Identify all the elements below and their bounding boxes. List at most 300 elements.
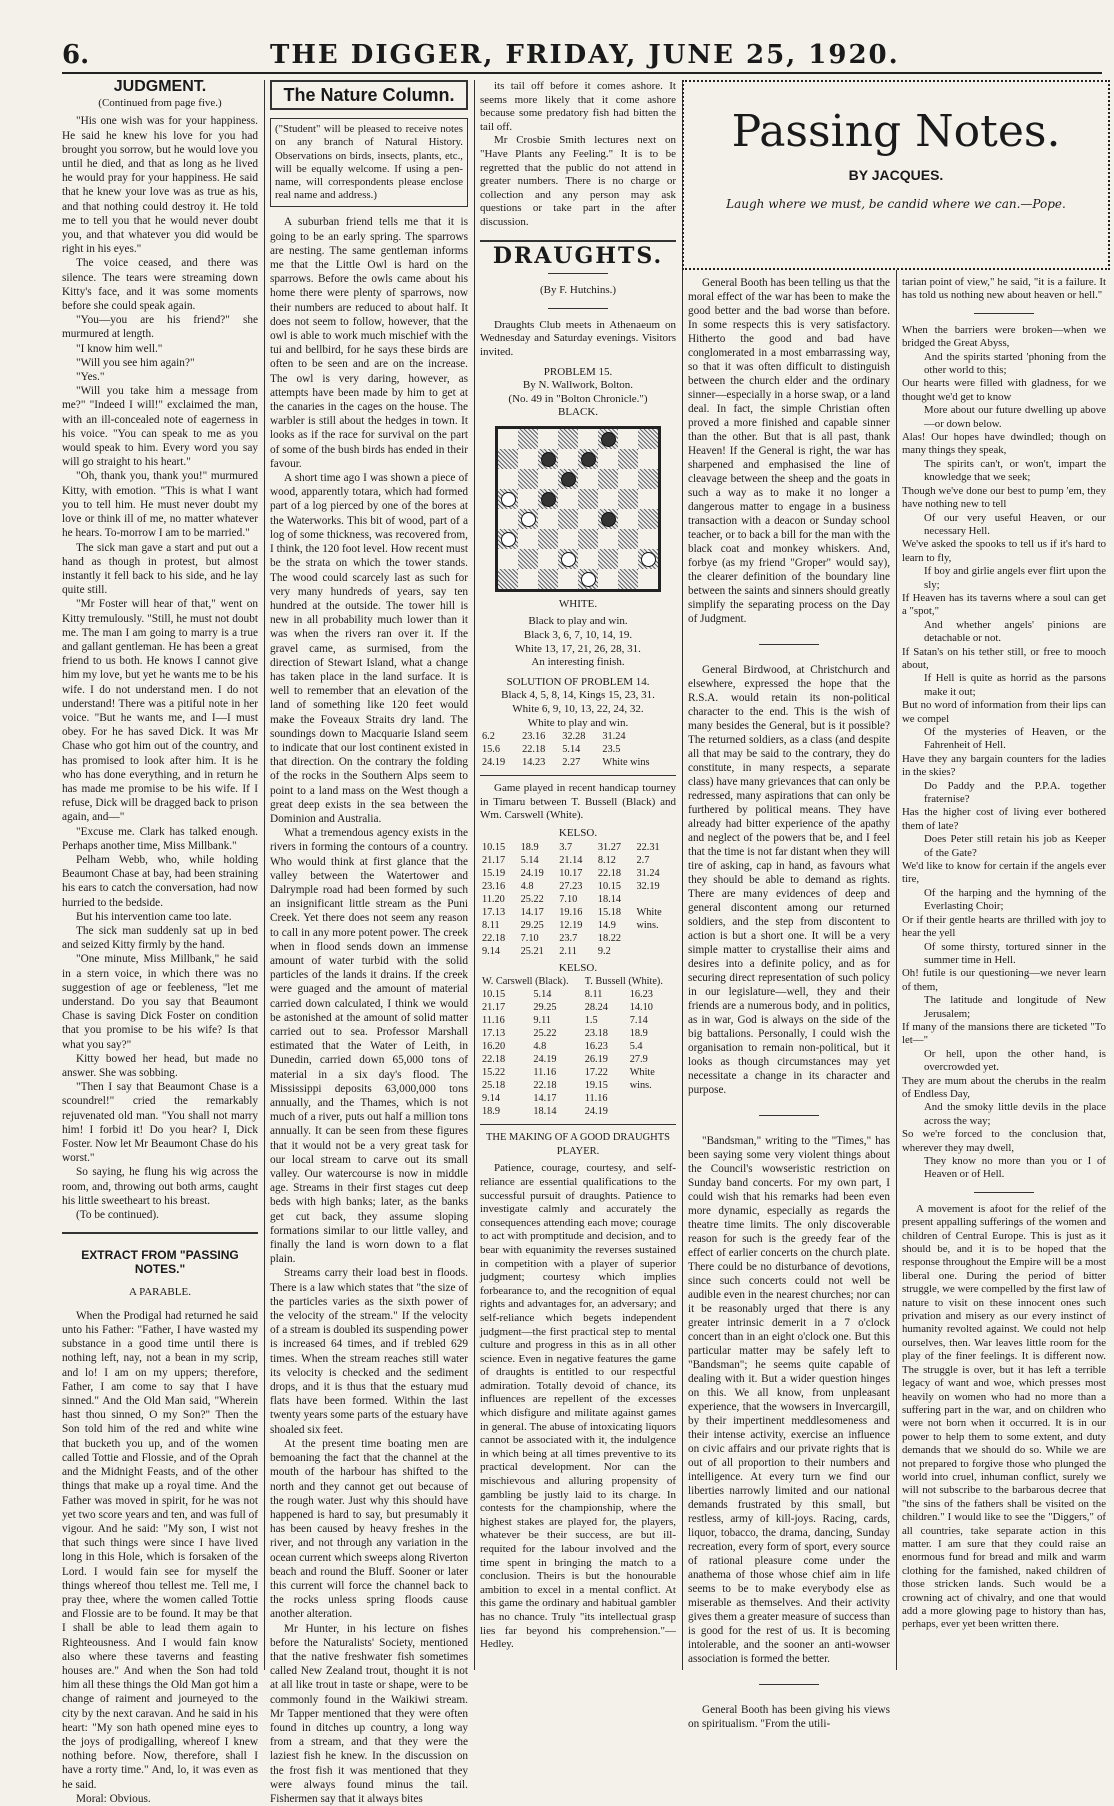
table-row: [480, 1079, 676, 1092]
board-square: [538, 549, 558, 569]
table-cell: 23.18: [584, 1028, 608, 1040]
poem-line: And the spirits started 'phoning from the other world to this;: [924, 350, 1106, 377]
paragraph: "I know him well.": [76, 342, 163, 355]
table-cell: 21.17: [482, 1002, 506, 1014]
table-cell: 22.18: [597, 867, 622, 879]
board-square: [518, 569, 538, 589]
board-square: [558, 549, 578, 569]
table-cell: 27.23: [559, 880, 583, 892]
poem-line: We'd like to know for certain if the angels ever tire,: [902, 860, 1106, 886]
white-piece: [561, 552, 576, 567]
board-square: [518, 529, 538, 549]
table-cell: 24.19: [584, 1106, 608, 1118]
table-cell: 15.6: [482, 744, 501, 756]
table-cell: 21.14: [559, 854, 583, 866]
column-draughts: [480, 80, 676, 1670]
game-intro: Game played in recent handicap tourney in Timaru between T. Bussell (Black) and Wm. Carswell (White).: [480, 782, 676, 822]
table-row: [480, 880, 676, 893]
board-square: [598, 469, 618, 489]
table-cell: 15.22: [482, 1067, 506, 1079]
black-piece: [581, 452, 596, 467]
column-passing-b: [902, 276, 1106, 1670]
poem-line: So we're forced to the conclusion that, wherever they may dwell,: [902, 1128, 1106, 1154]
column-judgment: [62, 78, 258, 1805]
table-row: [480, 1053, 676, 1066]
board-square: [498, 509, 518, 529]
passing-b-final: A movement is afoot for the relief of the present appalling sufferings of the women and children of Central Europe. This is just as it should be, and it is to be hoped that the response throughout the Empire will be a most liberal one. During the period of bitter struggle, we were compelled by the first law of nature to visit on these innocent ones such privation and misery as our every instinct of humanity revolted against. We could not help ourselves, then. War leaves little room for the play of the finer feelings. It is different now. The struggle is over, but it has left a terrible legacy of want and woe, which presses most heavily on women who had no more than a suffering part in the war, and on children who were not born when it occurred. It is in our power to help them to some extent, and duty demands that we should do so. While we are not prepared to forgive those who plunged the world into cruel, inhuman conflict, surely we will not subscribe to the barbarous decree that "the sins of the fathers shall be visited on the children." I would like to see the "Diggers," of all countries, take separate action in this matter. I am sure that they could raise an enormous fund for bread and milk and warm clothing for the famished, naked children of those stricken lands. Such would be a crowning act of chivalry, and one that would add a more glowing page to history than has, perhaps, ever yet been written there.: [902, 1202, 1106, 1631]
paragraph: "Bandsman," writing to the "Times," has been saying some very violent things about the Council's wowseristic restriction on Sunday band concerts. For my own part, I could wish that his remarks had been even more dynamic, especially as regards the theatre time limits. The only discoverable reason for such is the greedy fear of the effect of earlier concerts on the church plate. There could be no disturbance of devotions, since such concerts could not well be audible even in the nearest churches; nor can it be reasonably urged that there is any greater intrinsic demerit in a 7 o'clock concert than in an eight o'clock one. But this particular matter may be safely left to "Bandsman"; he seems quite capable of dealing with it. But a wider question hinges on this. We all know, from unpleasant experience, that the wowsers in Invercargill, by their impertinent meddlesomeness and their intense activity, exercise an influence on civic affairs and our private rights that is out of all proportion to their numbers and intelligence. At every turn we find our liberties narrowly limited and our national demands frustrated by this small, but restless, army of kill-joys. Racing, cards, liquor, tobacco, the drama, dancing, Sunday recreation, every form of sport, every source of rational pleasure come under the anathema of those whose chief aim in life seems to be to make everybody else as miserable as themselves. And their activity gives them a greater measure of success than is good for the rest of us. It is becoming intolerable, and the sooner an anti-wowser association is formed the better.: [688, 1135, 890, 1665]
board-square: [518, 509, 538, 529]
board-square: [578, 569, 598, 589]
board-square: [618, 469, 638, 489]
poem-line: If Satan's on his tether still, or free to mooch about,: [902, 645, 1106, 671]
kelso-heading: KELSO.: [558, 827, 598, 839]
draughts-byline: (By F. Hutchins.): [539, 284, 617, 297]
judgment-continued: (Continued from page five.): [98, 97, 222, 110]
problem-title: PROBLEM 15.: [543, 365, 613, 378]
masthead: [0, 0, 1114, 70]
table-cell: 4.8: [533, 1041, 547, 1053]
poem-line: Of our very useful Heaven, or our necessary Hell.: [924, 511, 1106, 537]
poem-line: Of some thirsty, tortured sinner in the summer time in Hell.: [924, 940, 1106, 966]
passing-b-intro: tarian point of view," he said, "it is a failure. It has told us nothing new about heaven or hell.": [902, 276, 1106, 302]
problem-by: By N. Wallwork, Bolton.: [522, 379, 634, 392]
solution-black: Black 4, 5, 8, 14, Kings 15, 23, 31.: [501, 689, 655, 702]
table-cell: 23.16: [482, 880, 506, 892]
judgment-heading: JUDGMENT.: [113, 78, 207, 95]
table-cell: 2.7: [636, 854, 650, 866]
solution-table: [480, 730, 676, 769]
spooks-poem: [902, 324, 1106, 1182]
making-text: Patience, courage, courtesy, and self-reliance are essential qualifications to the successful pursuit of draughts. Patience to investigate calmly and accurately the consequences attending each move; courage to act with promptitude and decision, and to bear with equanimity the reverses sustained in competition with a player of superior judgment; courtesy which implies forbearance to, and the recognition of equal rights and advantages for, an adversary; and self-reliance which begets independent judgment—the first practical step to mental culture and progress in this as in all other science. Even in negative features the game of draughts is entitled to our respectful admiration. Totally devoid of chance, its influences are repellent of the excesses which disfigure and militate against games in general. The abuse of intoxicating liquors cannot be associated with it, the indulgence in which being at all times preventive to its practical development. Nor can the mischievous and alluring propensity of gambling be justly laid to its charge. In contests for the championship, where the highest stakes are played for, the players, whatever be their success, are but ill-requited for the labour involved and the time spent in bringing the match to a conclusion. Theirs is but the honourable ambition to excel in a mental conflict. At this game the ordinary and habitual gambler has no chance. Truly "its intellectual grasp lies far beyond his comprehension."—Hedley.: [480, 1162, 676, 1651]
poem-line: More about our future dwelling up above—or down below.: [924, 404, 1106, 430]
table-cell: 5.14: [533, 989, 552, 1001]
table-cell: 28.24: [584, 1002, 608, 1014]
poem-line: If Heaven has its taverns where a soul can get a "spot,": [902, 591, 1106, 618]
section-rule: [480, 1124, 676, 1125]
paragraph: "Oh, thank you, thank you!" murmured Kitty, with emotion. "This is what I want you to tell him. He must never doubt my love or think ill of me, no matter whatever he hears. To-morrow I am to be married.": [62, 470, 258, 540]
paragraph: A short time ago I was shown a piece of wood, apparently totara, which had formed part of a log pierced by one of the bores at the Waterworks. This bit of wood, part of a log of some thickness, was recovered from, I think, the 120 foot level. How recent must be the strata on which the tower stands. The wood could scarcely last as such for very many hundreds of years, say ten hundred at the outside. The tower hill is new in all probability much lower than it was when the rivers ran over it. If the gravel came, as surmised, from the direction of Stewart Island, what a change has taken place in the land surface. It is well to remember that an elevation of the land of something like 120 feet would make the Foveaux Straits dry land. The soundings down to Macquarie Island seem to indicate that our lost continent existed in that direction. On the contrary the folding of the rocks in the Southern Alps seem to point to a land mass on the West though a great deep exists in the sea between the Dominion and Australia.: [270, 472, 468, 825]
table-cell: 31.24: [636, 867, 660, 879]
table-cell: wins.: [636, 919, 659, 931]
nature-heading-box: [270, 80, 468, 110]
poem-line: But no word of information from their lips can we compel: [902, 699, 1106, 725]
paragraph: Pelham Webb, who, while holding Beaumont Chase at bay, had been straining his ears to catch the conversation, had now hurried to the bedside.: [62, 853, 258, 909]
board-square: [538, 449, 558, 469]
table-cell: 1.5: [584, 1015, 598, 1027]
paragraph: Moral: Obvious.: [76, 1792, 151, 1805]
page-number: 6.: [62, 40, 90, 70]
poem-line: Alas! Our hopes have dwindled; though on many things they speak,: [902, 431, 1106, 457]
paragraph: The voice ceased, and there was silence. The tears were streaming down Kitty's face, and it was some moments before she could speak again.: [62, 257, 258, 313]
board-square: [638, 509, 658, 529]
board-square: [638, 529, 658, 549]
table-cell: 22.18: [482, 1054, 506, 1066]
table-cell: 3.7: [559, 841, 573, 853]
table-cell: 18.9: [520, 841, 539, 853]
board-square: [578, 429, 598, 449]
nature-continued: [480, 80, 676, 230]
paragraph: "Yes.": [76, 371, 105, 384]
table-cell: [628, 1105, 676, 1118]
paragraph: "One minute, Miss Millbank," he said in a stern voice, in which there was no suggestion of age or feebleness, "let me understand. Do you say that Beaumont Chase is saving Dick Foster on condition that you promise to be his wife? Is that what you say?": [62, 953, 258, 1051]
poem-line: Of the mysteries of Heaven, or the Fahrenheit of Hell.: [924, 726, 1106, 752]
poem-line: If Hell is quite as horrid as the parsons make it out;: [924, 672, 1106, 698]
board-square: [518, 469, 538, 489]
table-cell: 32.28: [562, 731, 586, 743]
table-row: [480, 854, 676, 867]
passing-notes-byline: BY JACQUES.: [848, 167, 944, 183]
column-nature: [270, 80, 468, 1805]
table-cell: 26.19: [584, 1054, 608, 1066]
table-cell: 11.20: [482, 893, 505, 905]
poem-line: Though we've done our best to pump 'em, they have nothing new to tell: [902, 484, 1106, 511]
table-cell: 7.14: [629, 1015, 648, 1027]
table-cell: 7.10: [520, 932, 539, 944]
extract-heading: EXTRACT FROM "PASSING NOTES.": [81, 1248, 239, 1277]
table-header: T. Bussell (White).: [584, 976, 663, 988]
table-cell: 14.23: [522, 757, 546, 769]
kelso-heading: KELSO.: [558, 961, 598, 974]
white-label: WHITE.: [558, 597, 598, 610]
nature-notice: ("Student" will be pleased to receive notes on any branch of Natural History. Observations on birds, insects, plants, etc., will be equally welcome. If using a pen-name, will correspondents please enclose real name and address.): [270, 118, 468, 207]
table-cell: 8.11: [482, 919, 500, 931]
board-square: [618, 549, 638, 569]
board-square: [598, 549, 618, 569]
table-row: [480, 743, 676, 756]
poem-line: They know no more than you or I of Heaven or of Hell.: [924, 1155, 1106, 1181]
paragraph: The sick man suddenly sat up in bed and seized Kitty firmly by the hand.: [62, 924, 258, 952]
paragraph: What a tremendous agency exists in the rivers in forming the contours of a country. Who would think at first glance that the valley between the Watertower and Dalrymple road had been formed by such an insignificant little stream as the Puni Creek. Yet there does not seem any reason to call in any more potent power. The creek when in flood sends down an immense amount of water turbid with the solid particles of the lands it drains. If the creek were guaged and the amount of material carried down calculated, I think we would be astonished at the amount of solid matter carried out to sea. Professor Marshall estimated that the Water of Leith, in Dunedin, carried down 65,000 tons of material in a six day's flood. The Mississippi deposits 63,000,000 tons annually, and the Thames, which is not much of a river, puts out half a million tons annually. It can be seen from these figures that it would not be a very great task for our local stream to carve out its small valley. Our watercourse is now in middle age. Streams in their first stages cut deep beds with high banks; later, as the banks get cut back, they assume sloping formations similar to our little valley, and finally the land is worn down to a flat plain.: [270, 827, 468, 1266]
table-row: [480, 756, 676, 769]
column-divider: [896, 270, 897, 1670]
section-rule: [974, 313, 1034, 314]
section-rule: [480, 240, 676, 242]
board-square: [498, 549, 518, 569]
column-divider: [264, 80, 265, 1670]
board-square: [618, 429, 638, 449]
poem-line: And the smoky little devils in the place across the way;: [924, 1101, 1106, 1127]
section-rule: [759, 644, 819, 645]
table-cell: 18.14: [597, 893, 622, 905]
making-heading: THE MAKING OF A GOOD DRAUGHTS PLAYER.: [485, 1132, 671, 1157]
table-cell: 11.16: [584, 1093, 608, 1105]
poem-line: Have they any bargain counters for the ladies in the skies?: [902, 752, 1106, 779]
paragraph: General Booth has been telling us that the moral effect of the war has been to make the good better and the bad worse than before. In some respects this is very satisfactory. Hitherto the good and bad have conglomerated in a most embarrassing way, so that it was often difficult to distinguish between the church elder and the ordinary sinner—especially in a horse swap, or a land deal. In fact, the simple Christian often proved a more finished and capable sinner than the other. But that is all past, thank Heaven! If the General is right, the war has sharpened and emphasised the line of cleavage between the sheep and the goats in such a way as to make it no longer a dangerous matter to engage in a business transaction with a deacon or Sunday school teacher, or to back a bill for the man with the black coat and monkey whiskers. And, forbye (as my friend "Groper" would say), the clearer definition of the boundary line between the saints and sinners should greatly simplify the separating process on the Day of Judgment.: [688, 277, 890, 625]
board-square: [578, 449, 598, 469]
game2-table: [480, 975, 676, 1118]
table-cell: 14.17: [533, 1093, 557, 1105]
table-cell: 29.25: [533, 1002, 557, 1014]
table-cell: 17.22: [584, 1067, 608, 1079]
poem-line: Of the harping and the hymning of the Everlasting Choir;: [924, 886, 1106, 913]
table-cell: White: [629, 1067, 655, 1079]
paragraph: "You—you are his friend?" she murmured at length.: [62, 314, 258, 341]
column-divider: [682, 80, 683, 1670]
black-piece: [601, 512, 616, 527]
poem-line: Does Peter still retain his job as Keeper of the Gate?: [924, 833, 1106, 859]
board-square: [498, 469, 518, 489]
paragraph: Streams carry their load best in floods. There is a law which states that "the size of the particles varies as the sixth power of the velocity of the stream." If the velocity of a stream is doubled its suspending power is increased 64 times, and if trebled 629 times. When the stream reaches still water its velocity is checked and the sediment drops, and it is thus that the estuary mud flats have been formed. Within the last twenty years some parts of the estuary have shoaled six feet.: [270, 1267, 468, 1436]
table-cell: 10.15: [482, 989, 506, 1001]
paragraph: "Mr Foster will hear of that," went on Kitty tremulously. "Still, he must not doubt me. The man I am going to marry is a true and gallant gentleman. He has been a great friend to us both. He knows I cannot give him my love, but yet he wants me to be his wife. I do not understand men. I do not understand! There was a pitiful note in her voice. "But he wants me, and I—I must obey. For he has saved Dick. It was Mr Chase who got him out of the country, and has promised to look after him. It is he who has done everything, and in return he has made me promise to be his wife. If I refuse, Dick will be dragged back to prison again, and—": [62, 598, 258, 824]
table-cell: 19.15: [584, 1080, 608, 1092]
paragraph: At the present time boating men are bemoaning the fact that the channel at the mouth of the harbour has shifted to the north and they cannot get out because of the rough water. Just why this should have happened is hard to say, but presumably it has been caused by heavy freshes in the river, and not through any variation in the ocean current which sweeps along Riverton beach and round the Bluff. Sooner or later this current will force the channel back to the rocks unless spring floods cause another alteration.: [270, 1437, 468, 1621]
board-square: [638, 549, 658, 569]
board-square: [598, 449, 618, 469]
table-cell: 22.18: [533, 1080, 557, 1092]
newspaper-title: THE DIGGER, FRIDAY, JUNE 25, 1920.: [270, 40, 900, 70]
board-square: [598, 569, 618, 589]
board-square: [638, 449, 658, 469]
white-piece: [521, 512, 536, 527]
table-cell: 16.20: [482, 1041, 506, 1053]
table-cell: 25.21: [520, 945, 544, 957]
section-rule: [974, 1192, 1034, 1193]
table-cell: 5.4: [629, 1041, 643, 1053]
table-cell: 17.13: [482, 1028, 506, 1040]
masthead-rule: [62, 72, 1102, 74]
board-square: [498, 529, 518, 549]
paragraph: When the Prodigal had returned he said unto his Father: "Father, I have wasted my substance in a good time until there is nothing left, nay, not a bean in my scrip, and lo! I am on my uppers; therefore, Father, I am come to say that I have sinned." And the Old Man said, "Wherein hast thou sinned, O my Son?" Then the Son told him of the red and white wine that bucketh you up, and of the women called Tottie and Flossie, and of the Oprah and the Midnight Feasts, and of the other things that make up a royal time. And the Father was moved in spirit, for he was not yet two score years and ten, and was full of vigour. And he said: "My son, I wist not that such things were since I have lived long in this Hole, which is forsaken of the Lord. I would fain see for myself the things whereof thou tellest me. Tell me, I pray thee, where the women called Tottie and Flossie are to be found. It may be that I shall be able to lead them again to Righteousness. And I would fain know also where these taverns and feasting houses are." And when the Son had told him all these things the Old Man got him a change of raiment and journeyed to the city by the next caravan. And he said in his heart: "My son hath opened mine eyes to the joys of prodigalling, whereof I knew nothing before. Now, therefore, shall I have a rorty time." And, lo, it was even as he said.: [62, 1309, 258, 1791]
board-square: [558, 449, 578, 469]
board-square: [598, 529, 618, 549]
white-piece: [581, 572, 596, 587]
poem-line: If many of the mansions there are ticketed "To let—": [902, 1020, 1106, 1047]
poem-line: Or if their gentle hearts are thrilled with joy to hear the yell: [902, 913, 1106, 940]
table-cell: 18.14: [533, 1106, 557, 1118]
game1-table: [480, 841, 676, 958]
board-square: [498, 569, 518, 589]
poem-line: The spirits can't, or won't, impart the knowledge that we seek;: [924, 457, 1106, 484]
paragraph: (To be continued).: [76, 1209, 159, 1222]
white-piece: [501, 492, 516, 507]
table-cell: [635, 932, 677, 945]
table-cell: 29.25: [520, 919, 544, 931]
board-square: [598, 429, 618, 449]
problem-white-position: White 13, 17, 21, 26, 28, 31.: [515, 642, 641, 655]
table-cell: 21.17: [482, 854, 506, 866]
table-cell: wins.: [629, 1080, 652, 1092]
table-cell: White wins: [602, 757, 650, 769]
board-square: [638, 489, 658, 509]
table-row: [480, 1040, 676, 1053]
problem-play: Black to play and win.: [528, 615, 628, 628]
black-label: BLACK.: [557, 406, 599, 419]
table-cell: 23.16: [522, 731, 546, 743]
problem-black-position: Black 3, 6, 7, 10, 14, 19.: [523, 629, 633, 642]
board-square: [618, 489, 638, 509]
board-square: [538, 489, 558, 509]
board-square: [558, 569, 578, 589]
table-row: [480, 893, 676, 906]
extract-subheading: A PARABLE.: [129, 1285, 191, 1298]
table-cell: 22.18: [482, 932, 506, 944]
table-cell: 23.5: [602, 744, 621, 756]
problem-finish: An interesting finish.: [531, 656, 625, 669]
passing-notes-motto: Laugh where we must, be candid where we can.—Pope.: [726, 197, 1066, 211]
table-cell: 14.10: [629, 1002, 653, 1014]
table-cell: 10.15: [482, 841, 506, 853]
table-row: [480, 932, 676, 945]
board-square: [638, 429, 658, 449]
table-cell: 14.17: [520, 906, 544, 918]
table-cell: 25.22: [520, 893, 544, 905]
board-square: [558, 509, 578, 529]
board-square: [578, 529, 598, 549]
paragraph: "Excuse me. Clark has talked enough. Perhaps another time, Miss Millbank.": [62, 825, 258, 852]
board-square: [558, 469, 578, 489]
table-cell: [628, 1092, 676, 1105]
board-square: [538, 429, 558, 449]
section-rule: [62, 1232, 258, 1234]
table-cell: 2.11: [559, 945, 577, 957]
paragraph: its tail off before it comes ashore. It seems more likely that it come ashore because some predatory fish had bitten the tail off.: [480, 80, 676, 133]
board-square: [618, 529, 638, 549]
table-cell: 12.19: [559, 919, 583, 931]
table-cell: 22.31: [636, 841, 660, 853]
table-header: W. Carswell (Black).: [482, 976, 569, 988]
poem-line: If boy and girlie angels ever flirt upon the sly;: [924, 565, 1106, 591]
paragraph: So saying, he flung his wig across the room, and, throwing out both arms, caught his little sweetheart to his breast.: [62, 1166, 258, 1207]
board-square: [598, 509, 618, 529]
table-row: [480, 1027, 676, 1040]
board-square: [558, 489, 578, 509]
table-cell: 18.22: [597, 932, 622, 944]
draughts-intro: Draughts Club meets in Athenaeum on Wednesday and Saturday evenings. Visitors invited.: [480, 318, 676, 358]
board-square: [498, 489, 518, 509]
solution-play: White to play and win.: [527, 716, 629, 729]
table-cell: 14.9: [597, 919, 616, 931]
board-square: [518, 429, 538, 449]
table-cell: 25.22: [533, 1028, 557, 1040]
draughts-heading: DRAUGHTS.: [492, 242, 664, 269]
board-square: [518, 449, 538, 469]
poem-line: Has the higher cost of living ever bothered them of late?: [902, 806, 1106, 832]
table-cell: 4.8: [520, 880, 534, 892]
paragraph: "Will you take him a message from me?" "Indeed I will!" exclaimed the man, with an ill-concealed note of eagerness in his voice. "You can speak to me as you would speak to him. Every word you say will go straight to his heart.": [62, 385, 258, 469]
table-cell: 7.10: [559, 893, 578, 905]
table-cell: 2.27: [562, 757, 581, 769]
table-cell: 23.7: [559, 932, 578, 944]
column-divider: [474, 80, 475, 1670]
column-passing-a: [688, 276, 890, 1730]
table-cell: 27.9: [629, 1054, 648, 1066]
table-cell: 31.24: [602, 731, 626, 743]
section-rule: [759, 1684, 819, 1685]
poem-line: Or hell, upon the other hand, is overcrowded yet.: [924, 1047, 1106, 1074]
table-cell: 24.19: [482, 757, 506, 769]
board-square: [498, 429, 518, 449]
paragraph: Kitty bowed her head, but made no answer. She was sobbing.: [62, 1052, 258, 1080]
poem-line: Do Paddy and the P.P.A. together fraternise?: [924, 779, 1106, 806]
paragraph: "Then I say that Beaumont Chase is a scoundrel!" cried the remarkably rejuvenated old man. "You shall not marry him! I forbid it! Do you hear? I, Dick Foster. Now let Mr Beaumont Chase do his worst.": [62, 1081, 258, 1165]
table-cell: 10.15: [597, 880, 622, 892]
poem-line: Oh! futile is our questioning—we never learn of them,: [902, 967, 1106, 993]
section-rule: [548, 273, 608, 274]
table-cell: 16.23: [584, 1041, 608, 1053]
table-cell: 10.17: [559, 867, 583, 879]
table-row: [480, 1105, 676, 1118]
board-square: [638, 569, 658, 589]
poem-line: Our hearts were filled with gladness, for we thought we'd get to know: [902, 377, 1106, 403]
table-cell: 18.9: [629, 1028, 648, 1040]
table-row: [480, 1001, 676, 1014]
paragraph: "His one wish was for your happiness. He said he knew his love for you had brought you sorrow, but he would love you until he died, and that as long as he lived he would pray for your happiness. He said that he knew your love was as true as his, and that nothing could destroy it. He told me to tell you that he would never doubt you, and that whatever you did would be right in his eyes.": [62, 115, 258, 256]
paragraph: "Will you see him again?": [76, 356, 195, 369]
paragraph: Mr Crosbie Smith lectures next on "Have Plants any Feeling." It is to be regretted that the public do not attend in greater numbers. There is no charge or collection and any person may ask questions or take part in the after discussion.: [480, 134, 676, 228]
board-square: [598, 489, 618, 509]
table-cell: 18.9: [482, 1106, 501, 1118]
paragraph: A suburban friend tells me that it is going to be an early spring. The sparrows are nesting. The same gentleman informs me that the Little Owl is hard on the sparrows. Before the owls came about his home there were plenty of sparrows, now their numbers are reduced to about half. It does not seem to follow, however, that the owl is able to work much mischief with the tui and bellbird, for he says these birds are often to be seen and are on the increase. The owl is very daring, however, as attempts have been made by him to get at the canaries in the cages on the house. The warbler is still about the hedges in town. It looks as if the race for survival on the part of some of the bush birds has ended in their favour.: [270, 216, 468, 470]
table-cell: 5.14: [520, 854, 539, 866]
table-cell: [635, 893, 677, 906]
table-row: [480, 1014, 676, 1027]
table-cell: [635, 945, 677, 958]
table-cell: 8.12: [597, 854, 616, 866]
passing-notes-body: [688, 276, 890, 1731]
board-square: [578, 469, 598, 489]
board-square: [578, 489, 598, 509]
table-cell: 16.23: [629, 989, 653, 1001]
table-cell: 31.27: [597, 841, 622, 853]
section-rule: [548, 308, 608, 309]
solution-white: White 6, 9, 10, 13, 22, 24, 32.: [512, 703, 644, 716]
paragraph: The sick man gave a start and put out a hand as though in protest, but almost instantly it fell back to his side, and he lay quite still.: [62, 541, 258, 597]
board-square: [558, 529, 578, 549]
nature-body: [270, 215, 468, 1806]
board-square: [578, 549, 598, 569]
table-row: [480, 841, 676, 854]
black-piece: [541, 452, 556, 467]
table-row: [480, 1066, 676, 1079]
draughts-board: [495, 426, 661, 592]
table-cell: 6.2: [482, 731, 495, 743]
paragraph: Mr Hunter, in his lecture on fishes before the Naturalists' Society, mentioned that the native freshwater fish sometimes called New Zealand trout, thought it is not at all like trout in taste or shape, were to be commonly found in the Waikiwi stream. Mr Tapper mentioned that they were often found in ditches up country, a long way from a stream, and that they were the laziest fish he knew. In the discussion on the frost fish it was mentioned that they were always found minus the tail. Fishermen say that it always bites: [270, 1622, 468, 1805]
table-cell: 11.16: [482, 1015, 505, 1027]
board-square: [538, 509, 558, 529]
poem-line: And whether angels' pinions are detachable or not.: [924, 618, 1106, 645]
table-cell: 17.13: [482, 906, 506, 918]
poem-line: They are mum about the cherubs in the realm of Endless Day,: [902, 1074, 1106, 1100]
table-cell: 22.18: [522, 744, 546, 756]
black-piece: [541, 492, 556, 507]
table-cell: 25.18: [482, 1080, 506, 1092]
table-row: [480, 945, 676, 958]
black-piece: [601, 432, 616, 447]
table-cell: 9.2: [597, 945, 611, 957]
paragraph: But his intervention came too late.: [76, 910, 232, 923]
white-piece: [501, 532, 516, 547]
table-row: [480, 730, 676, 743]
black-piece: [561, 472, 576, 487]
solution-title: SOLUTION OF PROBLEM 14.: [506, 675, 650, 688]
board-square: [518, 549, 538, 569]
poem-line: The latitude and longitude of New Jerusalem;: [924, 994, 1106, 1020]
board-square: [518, 489, 538, 509]
section-rule: [480, 775, 676, 776]
table-row: [480, 919, 676, 932]
board-square: [538, 569, 558, 589]
table-row: [480, 906, 676, 919]
passing-notes-banner: [682, 80, 1110, 270]
table-cell: 32.19: [636, 880, 660, 892]
problem-source: (No. 49 in "Bolton Chronicle."): [508, 392, 648, 405]
nature-heading: The Nature Column.: [283, 85, 455, 105]
judgment-body: [62, 114, 258, 1222]
extract-body: [62, 1309, 258, 1806]
board-square: [638, 469, 658, 489]
